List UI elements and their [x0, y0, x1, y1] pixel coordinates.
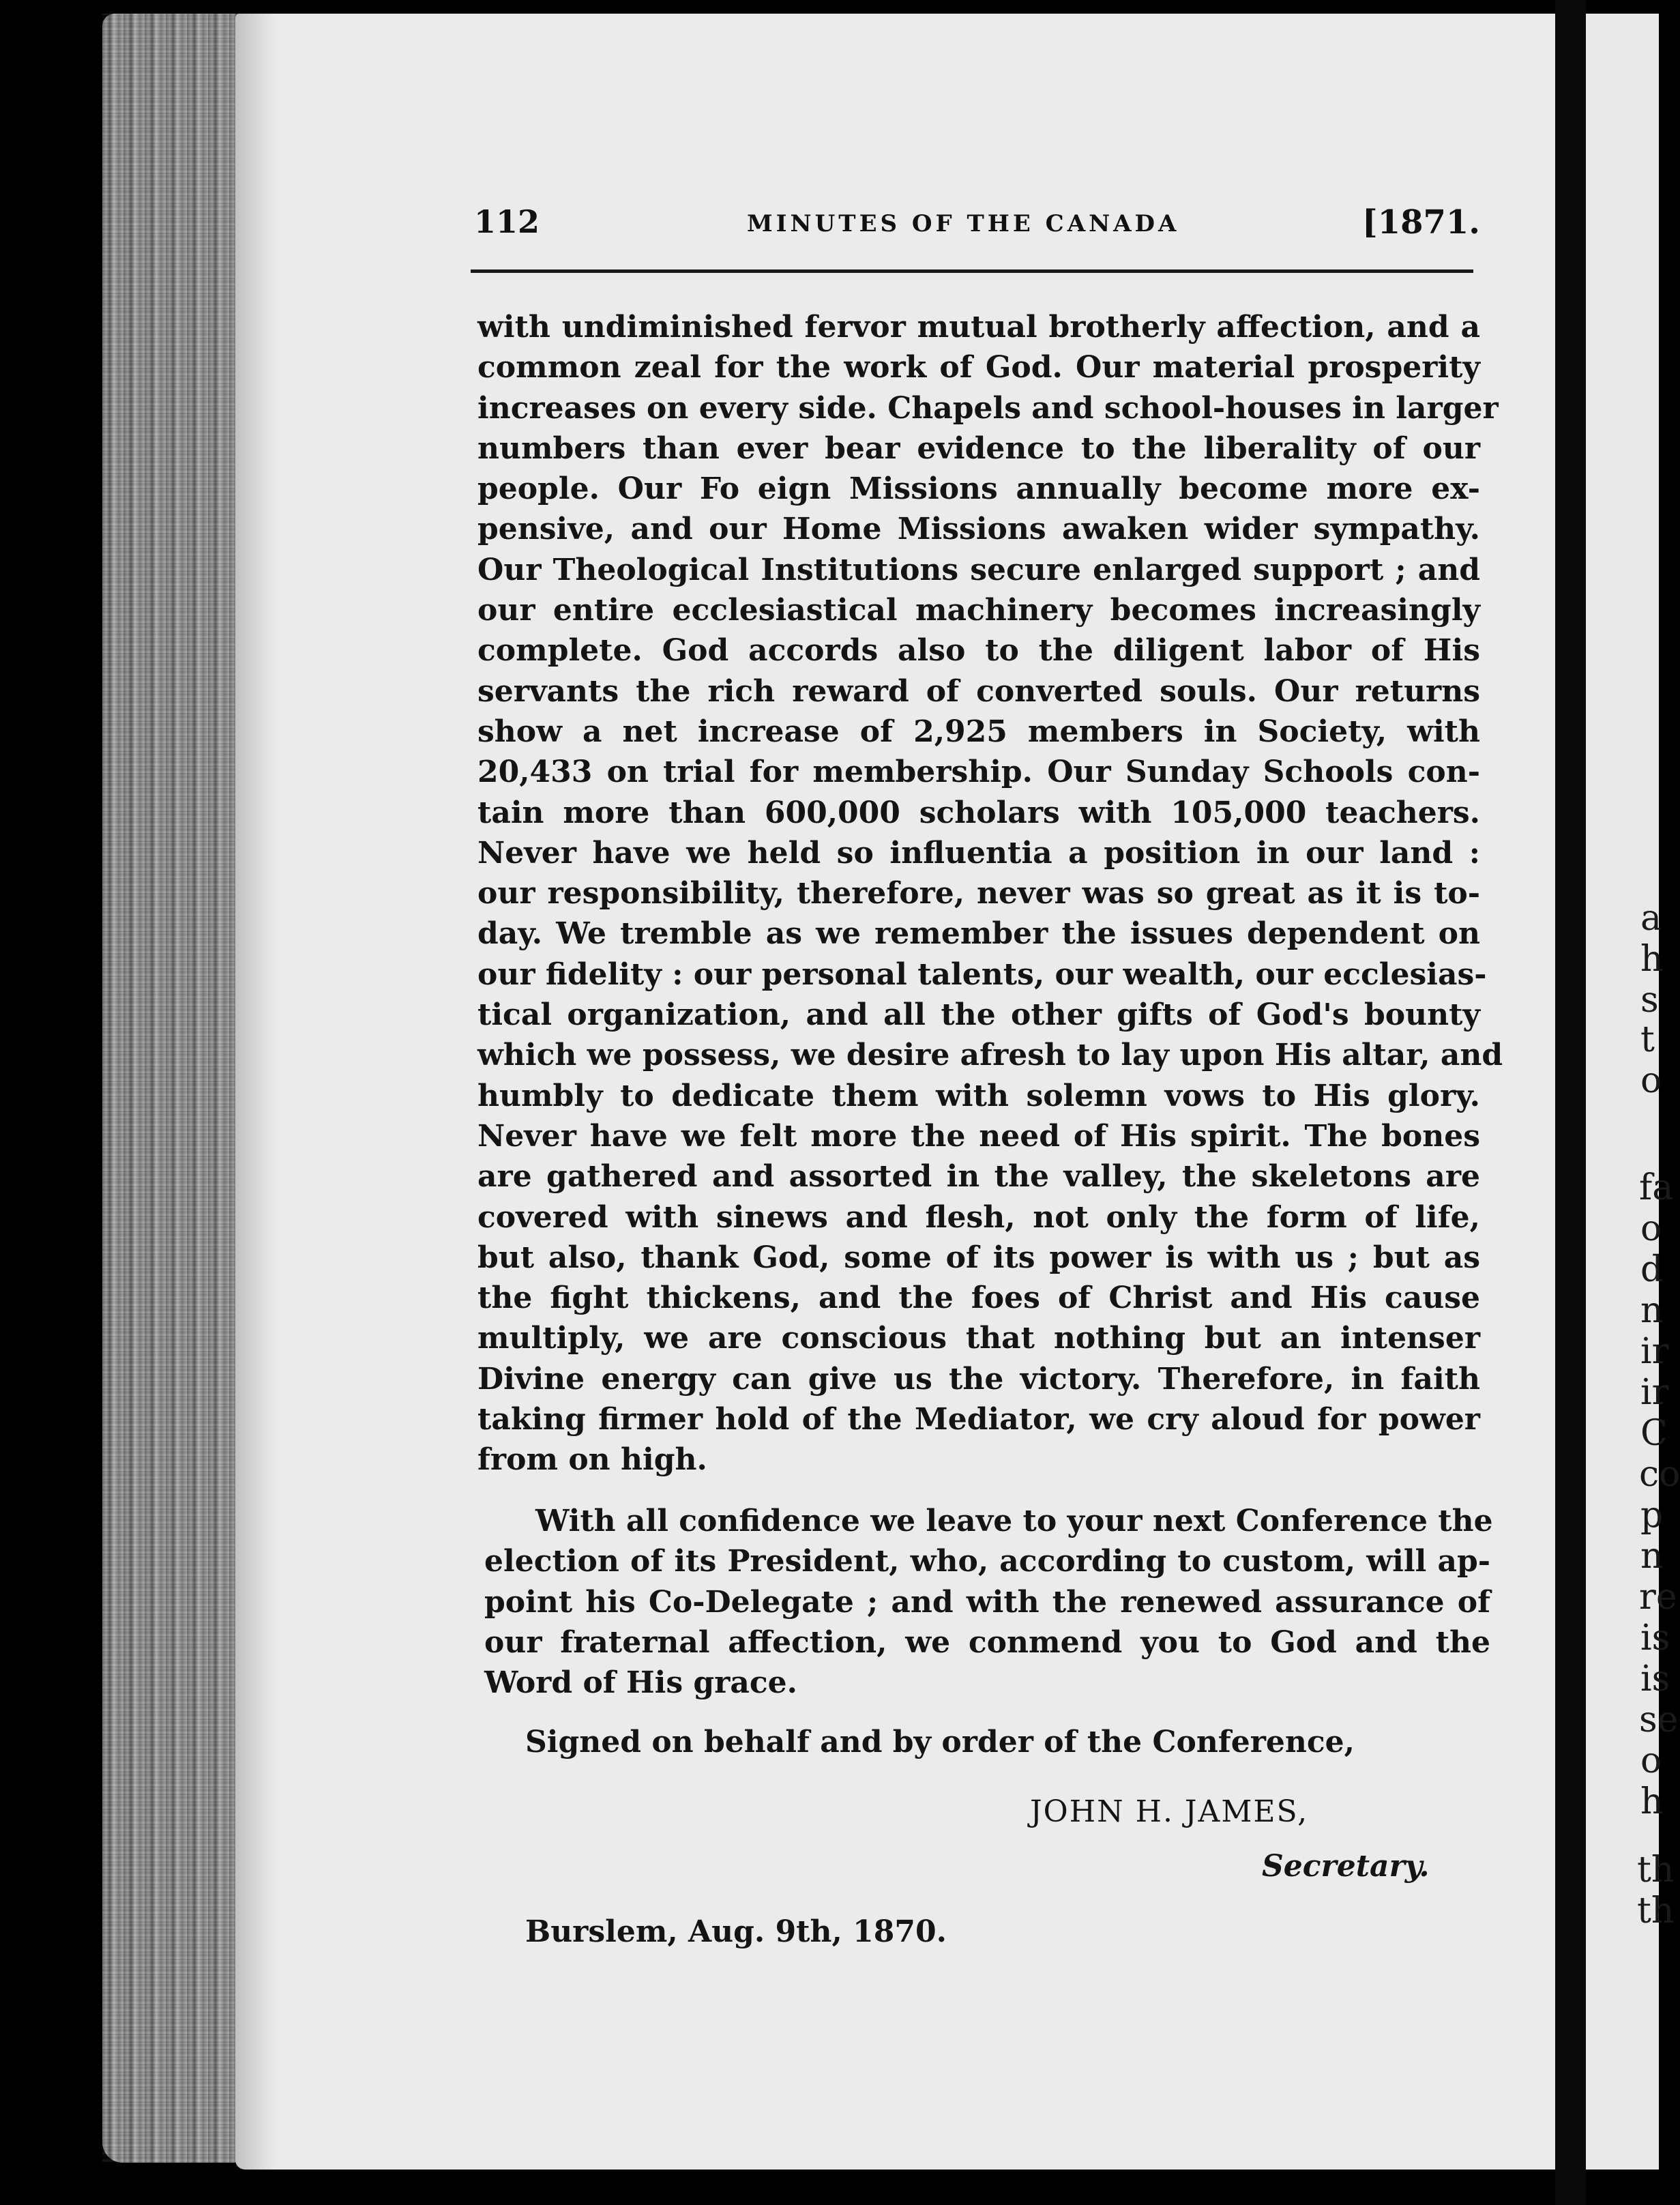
text-line: election of its President, who, according to custom, will ap- [484, 1544, 1490, 1579]
text-line: our fraternal affection, we conmend you to God and the [484, 1624, 1490, 1660]
adjacent-page-fragment: a [1640, 898, 1662, 939]
text-line: tain more than 600,000 scholars with 105,000 teachers. [477, 795, 1480, 830]
text-line: taking firmer hold of the Mediator, we cry aloud for power [477, 1402, 1480, 1437]
text-line: are gathered and assorted in the valley, the skeletons are [477, 1159, 1480, 1195]
page-stack-edge [102, 14, 246, 2163]
adjacent-page-fragment: p [1640, 1495, 1664, 1536]
adjacent-page-fragment: C [1640, 1413, 1668, 1454]
running-head: MINUTES OF THE CANADA [747, 210, 1180, 237]
text-line: tical organization, and all the other gifts of God's bounty [477, 997, 1480, 1033]
signature-title: Secretary. [1262, 1849, 1430, 1884]
text-line: Never have we held so influentia a position in our land : [477, 835, 1480, 871]
text-line: complete. God accords also to the diligent labor of His [477, 633, 1480, 669]
text-line: show a net increase of 2,925 members in Society, with [477, 714, 1480, 749]
adjacent-page-fragment: ir [1640, 1372, 1669, 1413]
text-line: multiply, we are conscious that nothing but an intenser [477, 1321, 1480, 1356]
adjacent-page-fragment: h [1640, 1781, 1664, 1822]
text-line: With all confidence we leave to your next Conference the [535, 1504, 1493, 1538]
adjacent-page-fragment: o [1640, 1208, 1662, 1249]
adjacent-page-fragment: is [1640, 1618, 1670, 1659]
adjacent-page-fragment: o [1640, 1740, 1662, 1781]
text-line: point his Co-Delegate ; and with the renewed assurance of [484, 1584, 1490, 1620]
adjacent-page-fragment: ir [1640, 1331, 1669, 1372]
signed-line: Signed on behalf and by order of the Conference, [525, 1725, 1355, 1759]
adjacent-page-fragment: is [1640, 1659, 1670, 1699]
place-date: Burslem, Aug. 9th, 1870. [525, 1914, 947, 1949]
text-line: humbly to dedicate them with solemn vows to His glory. [477, 1078, 1480, 1113]
page-number: 112 [474, 203, 540, 240]
adjacent-page-fragment: th [1637, 1890, 1675, 1931]
adjacent-page-fragment: th [1637, 1850, 1675, 1890]
adjacent-page-fragment: se [1639, 1699, 1679, 1740]
text-line: covered with sinews and flesh, not only the form of life, [477, 1199, 1480, 1235]
adjacent-page-fragment: re [1639, 1577, 1677, 1618]
text-line: which we possess, we desire afresh to lay upon His altar, and [477, 1038, 1503, 1073]
paragraph-1 [477, 307, 1503, 1480]
text-line: the fight thickens, and the foes of Christ and His cause [477, 1281, 1480, 1316]
adjacent-page-strip [1586, 14, 1680, 2170]
text-line: Our Theological Institutions secure enlarged support ; and [477, 552, 1480, 587]
text-line: day. We tremble as we remember the issues dependent on [477, 916, 1480, 952]
text-line: our fidelity : our personal talents, our wealth, our ecclesias- [477, 957, 1487, 992]
paragraph-2 [484, 1501, 1493, 1703]
text-line: Word of His grace. [484, 1665, 797, 1701]
adjacent-page-fragment: n [1640, 1536, 1664, 1577]
text-line: with undiminished fervor mutual brotherly affection, and a [477, 310, 1480, 345]
adjacent-page-fragment: t [1640, 1019, 1655, 1060]
page-shadow [235, 14, 276, 2170]
text-line: our responsibility, therefore, never was so great as it is to- [477, 876, 1480, 911]
adjacent-page-fragment: o [1640, 1060, 1662, 1101]
text-line: people. Our Fo eign Missions annually become more ex- [477, 471, 1480, 507]
book-gutter [1555, 0, 1586, 2205]
text-line: servants the rich reward of converted souls. Our returns [477, 673, 1480, 709]
header-year: [1871. [1361, 203, 1480, 242]
text-line: numbers than ever bear evidence to the liberality of our [477, 430, 1480, 466]
text-line: from on high. [477, 1442, 707, 1478]
text-line: pensive, and our Home Missions awaken wider sympathy. [477, 512, 1480, 547]
text-line: increases on every side. Chapels and school-houses in larger [477, 390, 1499, 426]
text-line: common zeal for the work of God. Our material prosperity [477, 350, 1480, 385]
adjacent-page-fragment: n [1640, 1290, 1664, 1331]
signature-name: JOHN H. JAMES, [1030, 1794, 1309, 1829]
header-rule [471, 269, 1473, 273]
adjacent-page-fragment: co [1639, 1454, 1680, 1495]
text-line: our entire ecclesiastical machinery becomes increasingly [477, 593, 1480, 628]
adjacent-page-fragment: fa [1639, 1167, 1674, 1208]
text-line: 20,433 on trial for membership. Our Sunday Schools con- [477, 755, 1480, 790]
adjacent-page-fragment: s [1640, 980, 1659, 1021]
adjacent-page-fragment: h [1640, 939, 1664, 980]
text-line: Never have we felt more the need of His spirit. The bones [477, 1118, 1480, 1154]
text-line: but also, thank God, some of its power is with us ; but as [477, 1240, 1480, 1275]
adjacent-page-fragment: d [1640, 1249, 1664, 1290]
text-line: Divine energy can give us the victory. Therefore, in faith [477, 1361, 1480, 1397]
page-header [474, 203, 1480, 251]
